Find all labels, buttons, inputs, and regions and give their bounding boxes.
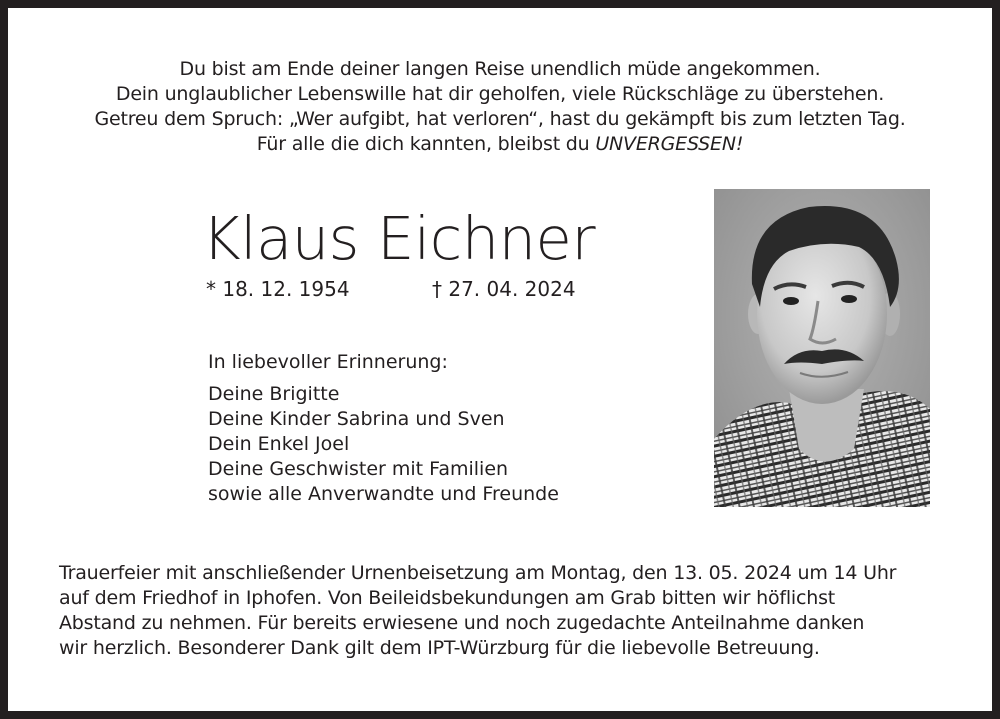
mourner-item: sowie alle Anverwandte und Freunde [208,483,559,505]
portrait-photo [714,189,930,507]
funeral-notice [59,561,896,661]
verse-final-text: Für alle die dich kannten, bleibst du [256,133,596,155]
notice-line: Trauerfeier mit anschließender Urnenbeisetzung am Montag, den 13. 05. 2024 um 14 Uhr [59,562,897,584]
memorial-verse [0,57,1000,157]
verse-line: Getreu dem Spruch: „Wer aufgibt, hat verloren“, hast du gekämpft bis zum letzten Tag. [94,108,906,130]
verse-line: Dein unglaublicher Lebenswille hat dir geholfen, viele Rückschläge zu überstehen. [115,83,885,105]
death-date: † 27. 04. 2024 [432,277,576,301]
notice-line: Abstand zu nehmen. Für bereits erwiesene und noch zugedachte Anteilnahme danken [59,612,865,634]
notice-line: auf dem Friedhof in Iphofen. Von Beileidsbekundungen am Grab bitten wir höflichst [59,587,836,609]
portrait-photo-icon [714,189,930,507]
birth-date: * 18. 12. 1954 [206,277,350,301]
verse-line-final [0,132,1000,157]
notice-line: wir herzlich. Besonderer Dank gilt dem IPT-Würzburg für die liebevolle Betreuung. [59,637,820,659]
verse-line: Du bist am Ende deiner langen Reise unendlich müde angekommen. [179,58,821,80]
deceased-name: Klaus Eichner [202,204,596,273]
mourner-item: Deine Brigitte [208,383,340,405]
mourner-item: Deine Kinder Sabrina und Sven [208,408,505,430]
memory-heading: In liebevoller Erinnerung: [208,351,448,373]
mourners-list [208,382,559,507]
mourner-item: Deine Geschwister mit Familien [208,458,509,480]
verse-emphasis: UNVERGESSEN! [595,133,744,155]
mourner-item: Dein Enkel Joel [208,433,350,455]
